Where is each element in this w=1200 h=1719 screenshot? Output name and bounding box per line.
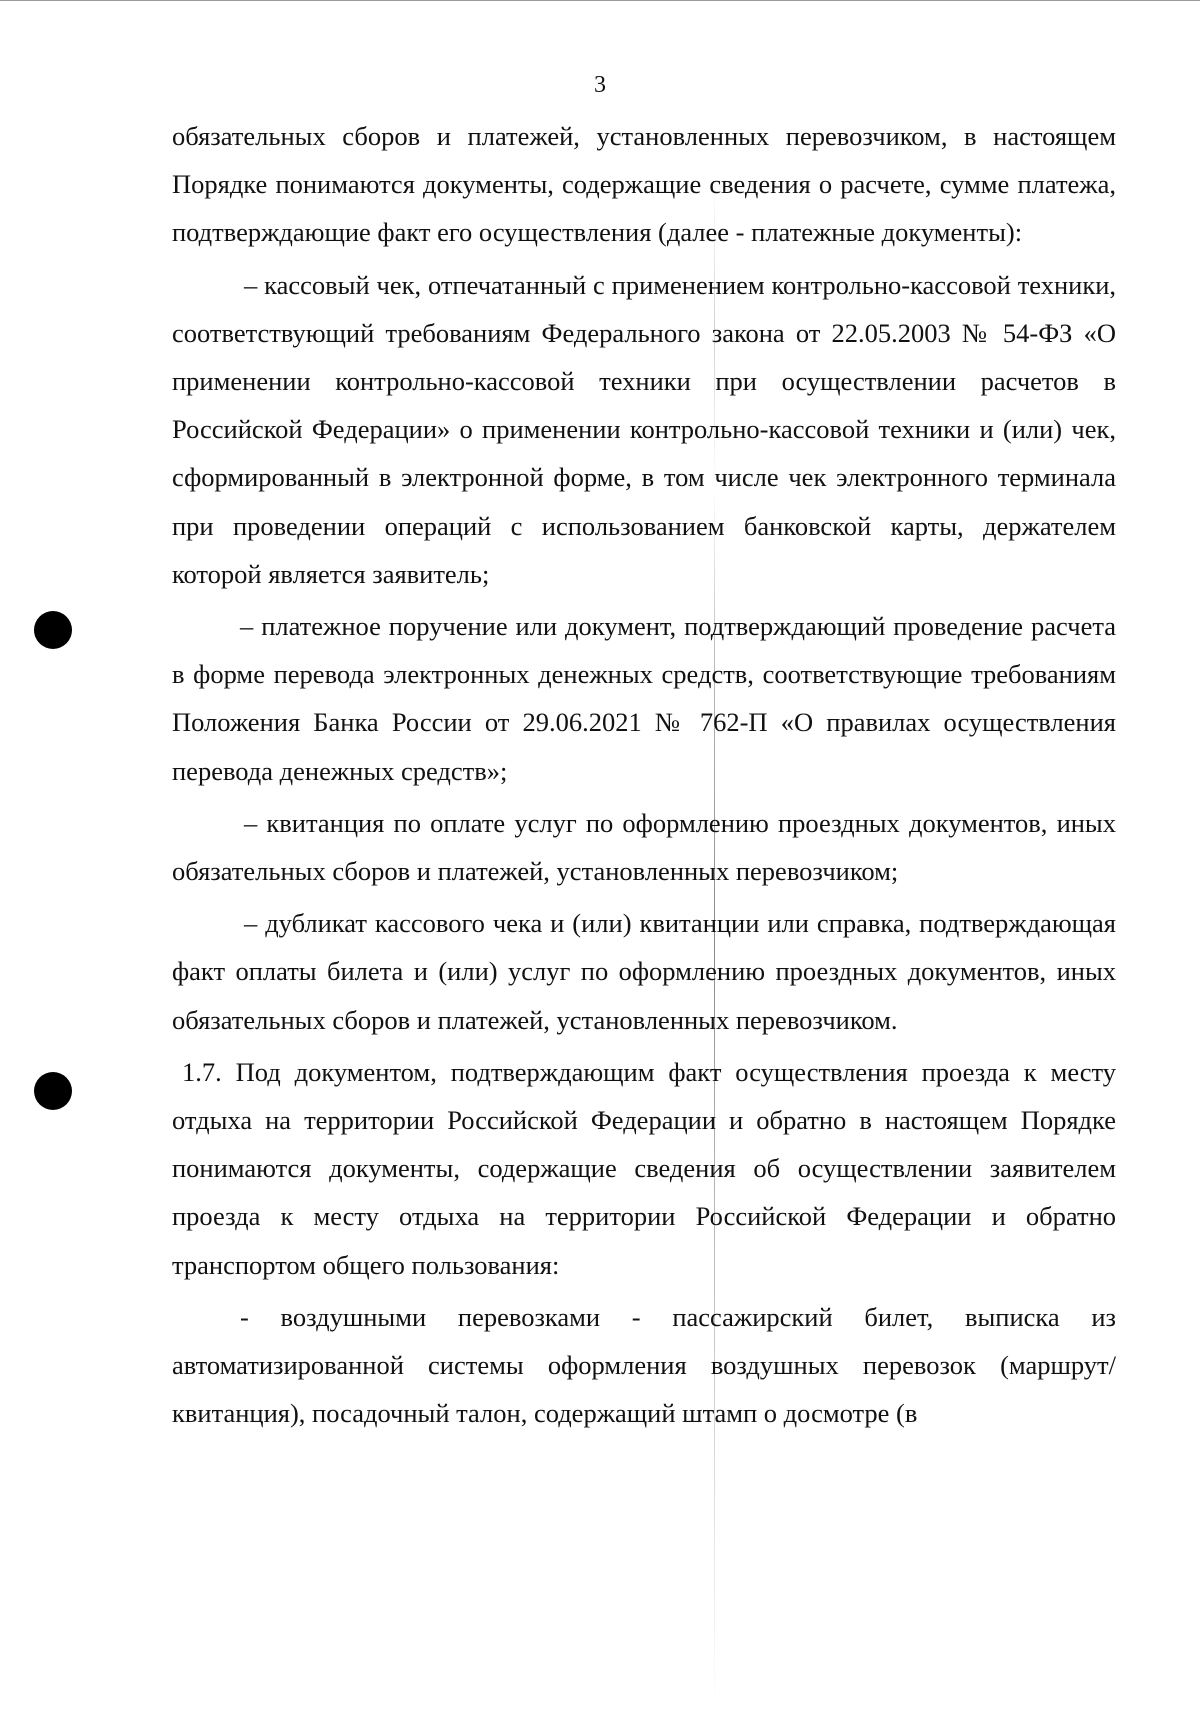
paragraph-receipt-services: – квитанция по оплате услуг по оформлению проездных документов, иных обязательных сборов и платежей, установленных перевозчиком; [172, 807, 1116, 887]
paragraph-continuation: обязательных сборов и платежей, установленных перевозчиком, в настоящем Порядке понимаются документы, содержащие сведения о расчете, сумме платежа, подтверждающие факт его осуществления (далее - платежные документы): [172, 121, 1116, 248]
document-body [172, 112, 1116, 1437]
punch-hole [34, 611, 72, 649]
paragraph-duplicate-receipt: – дубликат кассового чека и (или) квитанции или справка, подтверждающая факт оплаты билета и (или) услуг по оформлению проездных документов, иных обязательных сборов и платежей, установленных перевозчиком. [172, 908, 1116, 1035]
punch-hole [34, 1072, 72, 1110]
paragraph-section-1-7: 1.7. Под документом, подтверждающим факт осуществления проезда к месту отдыха на территории Российской Федерации и обратно в настоящем Порядке понимаются документы, содержащие сведения об осуществлении заявителем проезда к месту отдыха на территории Российской Федерации и обратно транспортом общего пользования: [172, 1056, 1116, 1280]
paragraph-cash-receipt: – кассовый чек, отпечатанный с применением контрольно-кассовой техники, соответствующий требованиям Федерального закона от 22.05.2003 № 54-ФЗ «О применении контрольно-кассовой техники при осуществлении расчетов в Российской Федерации» о применении контрольно-кассовой техники и (или) чек, сформированный в электронной форме, в том числе чек электронного терминала при проведении операций с использованием банковской карты, держателем которой является заявитель; [172, 269, 1116, 589]
scan-edge [0, 0, 1200, 1]
paragraph-air-transport: - воздушными перевозками - пассажирский билет, выписка из автоматизированной системы оформления воздушных перевозок (маршрут/квитанция), посадочный талон, содержащий штамп о досмотре (в [172, 1301, 1116, 1429]
paragraph-payment-order: – платежное поручение или документ, подтверждающий проведение расчета в форме перевода электронных денежных средств, соответствующие требованиям Положения Банка России от 29.06.2021 № 762-П «О правилах осуществления перевода денежных средств»; [172, 611, 1116, 786]
page-number: 3 [594, 72, 606, 98]
